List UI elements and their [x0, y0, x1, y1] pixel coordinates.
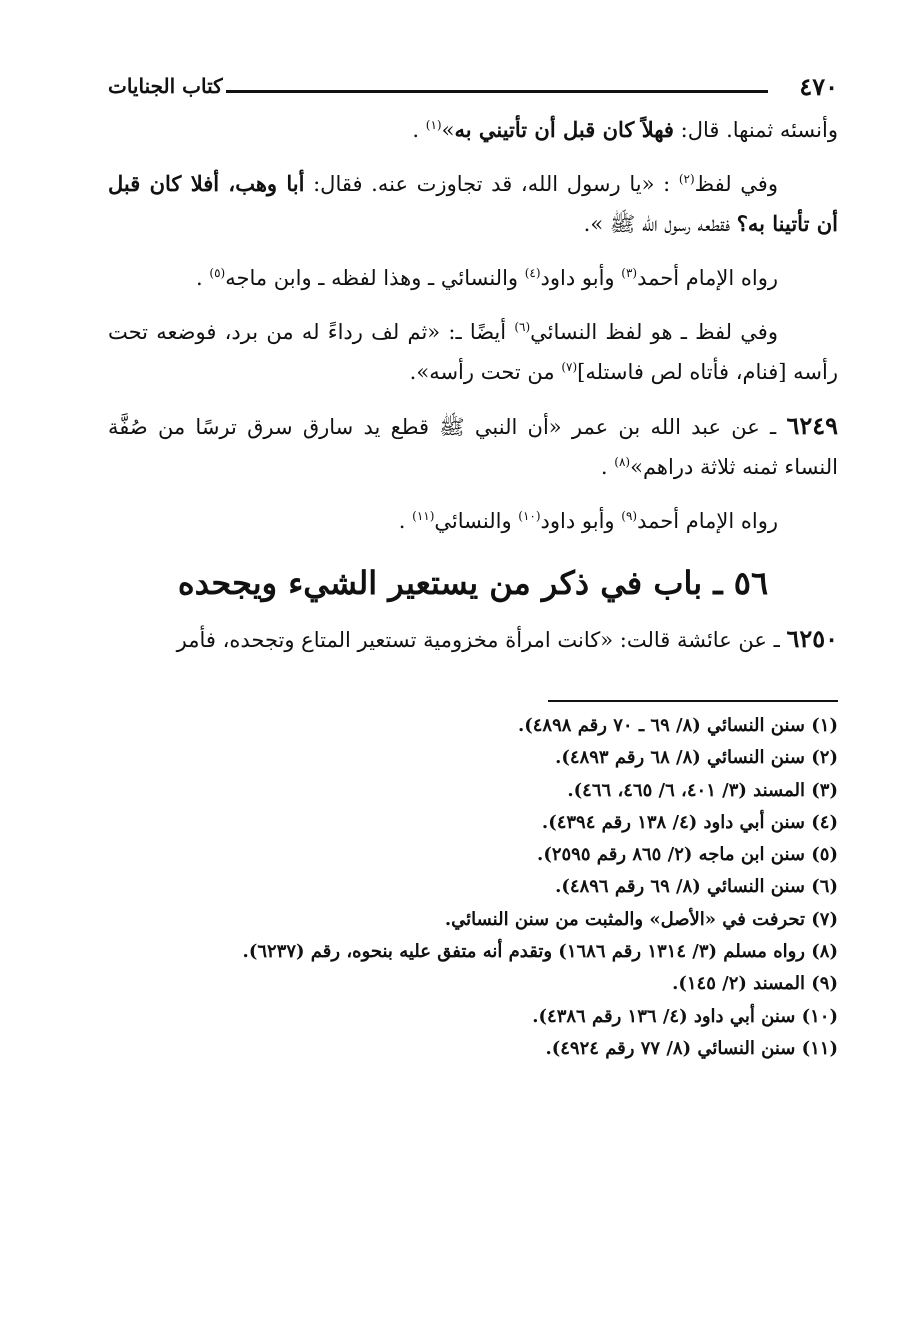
footnote-11: (١١) سنن النسائي (٨/ ٧٧ رقم ٤٩٢٤). — [545, 1037, 838, 1059]
footnote-ref: (١) — [425, 118, 442, 132]
page-number: ٤٧٠ — [799, 72, 838, 101]
footnote-ref: (٢) — [678, 172, 695, 186]
footnote-ref: (٣) — [621, 266, 638, 280]
footnote-3: (٣) المسند (٣/ ٤٠١، ٦/ ٤٦٥، ٤٦٦). — [567, 779, 838, 801]
book-page — [108, 70, 838, 1065]
paragraph-4: وفي لفظ ـ هو لفظ النسائي$^{(٦)}$ أيضًا ـ: «ثم لف رداءً له من برد، فوضعه تحت رأسه [فنام، فأتاه لص فاستله]$^{(٧)}$ من تحت رأسه». — [108, 320, 838, 384]
hadith-number: ٦٢٤٩ — [786, 411, 838, 440]
footnote-6: (٦) سنن النسائي (٨/ ٦٩ رقم ٤٨٩٦). — [555, 876, 838, 898]
footnote-2: (٢) سنن النسائي (٨/ ٦٨ رقم ٤٨٩٣). — [555, 747, 838, 769]
footnotes-list — [108, 710, 838, 1065]
footnote-8: (٨) رواه مسلم (٣/ ١٣١٤ رقم ١٦٨٦) وتقدم أنه متفق عليه بنحوه، رقم (٦٢٣٧). — [242, 941, 838, 963]
footnote-ref: (٤) — [524, 266, 541, 280]
running-title: كتاب الجنايات — [108, 74, 223, 98]
hadith-6250: ٦٢٥٠ ـ عن عائشة قالت: «كانت امرأة مخزومية تستعير المتاع وتجحده، فأمر — [176, 624, 838, 653]
footnote-ref: (٩) — [621, 509, 638, 523]
header-rule — [226, 90, 768, 93]
footnote-7: (٧) تحرفت في «الأصل» والمثبت من سنن النسائي. — [444, 908, 838, 930]
footnote-ref: (٦) — [514, 320, 531, 334]
footnote-ref: (١١) — [412, 509, 435, 523]
prophet-saying: فهلاً كان قبل أن تأتيني به — [454, 117, 674, 142]
footnote-4: (٤) سنن أبي داود (٤/ ١٣٨ رقم ٤٣٩٤). — [541, 811, 838, 833]
prophet-saying: أبا وهب، أفلا كان قبل أن تأتينا به؟ — [108, 171, 838, 236]
paragraph-1: وأنسئه ثمنها. قال: فهلاً كان قبل أن تأتيني به»$^{(١)}$ . — [412, 117, 838, 142]
hadith-number: ٦٢٥٠ — [786, 624, 838, 653]
footnote-5: (٥) سنن ابن ماجه (٢/ ٨٦٥ رقم ٢٥٩٥). — [537, 844, 838, 866]
page-header — [108, 70, 838, 110]
footnote-ref: (١٠) — [518, 509, 541, 523]
footnote-10: (١٠) سنن أبي داود (٤/ ١٣٦ رقم ٤٣٨٦). — [532, 1005, 838, 1027]
footnote-ref: (٧) — [561, 360, 578, 374]
footnote-ref: (٨) — [614, 455, 631, 469]
footnote-9: (٩) المسند (٢/ ١٤٥). — [672, 973, 838, 995]
section-title: ٥٦ ـ باب في ذكر من يستعير الشيء ويجحده — [177, 564, 769, 602]
paragraph-2: وفي لفظ$^{(٢)}$ : «يا رسول الله، قد تجاوزت عنه. فقال: أبا وهب، أفلا كان قبل أن تأتينا به؟ فقطعه رسول الله ﷺ ». — [108, 171, 838, 236]
footnote-separator — [548, 700, 838, 702]
hadith-6249-sources: رواه الإمام أحمد$^{(٩)}$ وأبو داود$^{(١٠)}$ والنسائي$^{(١١)}$ . — [398, 509, 778, 533]
hadith-6249: ٦٢٤٩ ـ عن عبد الله بن عمر «أن النبي ﷺ قطع يد سارق سرق ترسًا من صُفَّة النساء ثمنه ثلاثة دراهم»$^{(٨)}$ . — [108, 411, 838, 479]
footnote-ref: (٥) — [209, 266, 226, 280]
paragraph-3: رواه الإمام أحمد$^{(٣)}$ وأبو داود$^{(٤)}$ والنسائي ـ وهذا لفظه ـ وابن ماجه$^{(٥)}$ . — [196, 266, 778, 290]
footnote-1: (١) سنن النسائي (٨/ ٦٩ ـ ٧٠ رقم ٤٨٩٨). — [517, 715, 838, 736]
